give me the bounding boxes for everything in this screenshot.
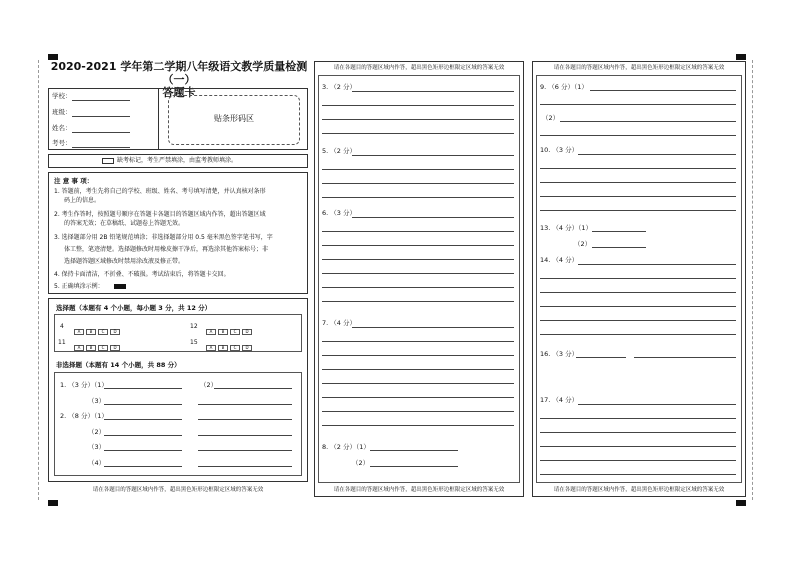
q5-label: 5. （2 分） bbox=[322, 147, 356, 155]
registration-mark-bottom-left bbox=[48, 500, 58, 506]
note-line-3: 2. 考生作答时，按照题号顺序在答题卡各题目的答题区域内作答，超出答题区域 bbox=[54, 211, 266, 218]
note-line-5: 3. 选择题部分用 2B 铅笔规范填涂；非选择题部分用 0.5 毫米黑色签字笔书写，字 bbox=[54, 234, 273, 241]
q17-line-1[interactable] bbox=[578, 404, 736, 405]
q14-line-3[interactable] bbox=[540, 292, 736, 293]
q14-label: 14. （4 分） bbox=[540, 256, 579, 264]
q17-line-2[interactable] bbox=[540, 418, 736, 419]
q6-line-1[interactable] bbox=[352, 217, 514, 218]
q16-label: 16. （3 分） bbox=[540, 350, 579, 358]
q5-line-2[interactable] bbox=[322, 169, 514, 170]
q9-1-answer-line-2[interactable] bbox=[540, 104, 736, 105]
q13-label: 13. （4 分）（1） bbox=[540, 224, 592, 232]
exam-no-field[interactable] bbox=[72, 147, 130, 148]
mcq-q12-option-b[interactable]: B bbox=[218, 329, 228, 335]
q13-2-label: （2） bbox=[574, 240, 592, 248]
q8-2-label: （2） bbox=[352, 459, 370, 467]
q17-line-4[interactable] bbox=[540, 446, 736, 447]
mcq-q15-option-d[interactable]: D bbox=[242, 345, 252, 351]
mcq-q12-option-d[interactable]: D bbox=[242, 329, 252, 335]
note-line-2: 码上的信息。 bbox=[64, 197, 101, 204]
title-line-2: 答题卡 bbox=[162, 86, 196, 99]
mcq-q11-option-b[interactable]: B bbox=[86, 345, 96, 351]
mcq-q11-option-c[interactable]: C bbox=[98, 345, 108, 351]
q3-line-2[interactable] bbox=[322, 105, 514, 106]
notes-heading: 注 意 事 项： bbox=[54, 177, 94, 185]
q1-2-label: （2） bbox=[200, 381, 218, 389]
q16-answer-line-a[interactable] bbox=[576, 357, 626, 358]
name-label: 姓名： bbox=[52, 124, 72, 132]
col2-bottom-notice: 请在各题目的答题区域内作答，超出黑色矩形边框限定区域的答案无效 bbox=[333, 487, 505, 493]
mcq-q15-number: 15 bbox=[190, 339, 198, 346]
q1-2-answer-line[interactable] bbox=[214, 388, 292, 389]
q6-line-5[interactable] bbox=[322, 273, 514, 274]
q14-line-2[interactable] bbox=[540, 278, 736, 279]
q1-1-answer-line[interactable] bbox=[104, 388, 182, 389]
q3-line-4[interactable] bbox=[322, 133, 514, 134]
q9-2-answer-line-2[interactable] bbox=[540, 135, 736, 136]
exam-no-label: 考号： bbox=[52, 139, 72, 147]
q14-line-1[interactable] bbox=[578, 264, 736, 265]
q2-1-answer-line-b[interactable] bbox=[198, 419, 292, 420]
q9-label: 9. （6 分）（1） bbox=[540, 83, 588, 91]
note-line-6: 体工整，笔迹清楚。选择题修改时用橡皮擦干净后，再选涂其他答案标号；非 bbox=[64, 246, 269, 253]
mcq-q4-option-b[interactable]: B bbox=[86, 329, 96, 335]
q6-label: 6. （3 分） bbox=[322, 209, 356, 217]
q3-line-1[interactable] bbox=[352, 91, 514, 92]
q14-line-4[interactable] bbox=[540, 306, 736, 307]
note-line-4: 的答案无效；在草稿纸、试题卷上答题无效。 bbox=[64, 220, 185, 227]
mcq-q4-option-c[interactable]: C bbox=[98, 329, 108, 335]
name-field[interactable] bbox=[72, 132, 130, 133]
q16-answer-line-b[interactable] bbox=[634, 357, 736, 358]
q13-2-answer-line[interactable] bbox=[592, 247, 646, 248]
q7-label: 7. （4 分） bbox=[322, 319, 356, 327]
mcq-q4-option-a[interactable]: A bbox=[74, 329, 84, 335]
info-divider bbox=[158, 88, 159, 150]
q17-line-5[interactable] bbox=[540, 460, 736, 461]
q14-line-6[interactable] bbox=[540, 334, 736, 335]
mcq-q4-number: 4 bbox=[60, 323, 64, 330]
q1-3-answer-line-a[interactable] bbox=[104, 404, 182, 405]
q5-line-1[interactable] bbox=[352, 155, 514, 156]
mcq-q15-option-b[interactable]: B bbox=[218, 345, 228, 351]
q2-1-answer-line-a[interactable] bbox=[104, 419, 182, 420]
title-line-1: 2020-2021 学年第二学期八年级语文教学质量检测（一） bbox=[50, 60, 308, 86]
note-line-1: 1. 答题前，考生先将自己的学校、班级、姓名、考号填写清楚，并认真核对条形 bbox=[54, 188, 266, 195]
mcq-q15-option-a[interactable]: A bbox=[206, 345, 216, 351]
q17-label: 17. （4 分） bbox=[540, 396, 579, 404]
class-label: 班级： bbox=[52, 108, 72, 116]
q7-line-6[interactable] bbox=[322, 397, 514, 398]
q8-1-answer-line[interactable] bbox=[370, 450, 458, 451]
q2-2-answer-line-a[interactable] bbox=[104, 435, 182, 436]
mcq-q11-option-a[interactable]: A bbox=[74, 345, 84, 351]
q2-4-answer-line-b[interactable] bbox=[198, 466, 292, 467]
q10-line-5[interactable] bbox=[540, 210, 736, 211]
mcq-q11-number: 11 bbox=[58, 339, 66, 346]
q3-label: 3. （2 分） bbox=[322, 83, 356, 91]
school-field[interactable] bbox=[72, 100, 130, 101]
col3-inner-box bbox=[536, 75, 742, 483]
q7-line-5[interactable] bbox=[322, 383, 514, 384]
q6-line-6[interactable] bbox=[322, 287, 514, 288]
q14-line-5[interactable] bbox=[540, 320, 736, 321]
note-line-7: 选择题答题区域修改时禁用涂改液及修正带。 bbox=[64, 258, 185, 265]
q2-2-answer-line-b[interactable] bbox=[198, 435, 292, 436]
mcq-q11-options[interactable] bbox=[74, 337, 122, 356]
q6-line-4[interactable] bbox=[322, 259, 514, 260]
fill-example-mark bbox=[114, 284, 126, 289]
class-field[interactable] bbox=[72, 116, 130, 117]
q10-line-4[interactable] bbox=[540, 196, 736, 197]
q3-line-3[interactable] bbox=[322, 119, 514, 120]
mcq-q15-option-c[interactable]: C bbox=[230, 345, 240, 351]
q6-line-7[interactable] bbox=[322, 301, 514, 302]
q7-line-3[interactable] bbox=[322, 355, 514, 356]
q2-3-answer-line-a[interactable] bbox=[104, 450, 182, 451]
q1-3-answer-line-b[interactable] bbox=[198, 404, 292, 405]
school-label: 学校： bbox=[52, 92, 72, 100]
col2-inner-box bbox=[318, 75, 520, 483]
q1-label: 1. （3 分）（1） bbox=[60, 381, 108, 389]
col3-bottom-notice: 请在各题目的答题区域内作答，超出黑色矩形边框限定区域的答案无效 bbox=[553, 487, 725, 493]
mcq-q12-option-a[interactable]: A bbox=[206, 329, 216, 335]
q5-line-4[interactable] bbox=[322, 197, 514, 198]
q13-1-answer-line[interactable] bbox=[592, 231, 646, 232]
q7-line-8[interactable] bbox=[322, 425, 514, 426]
q6-line-2[interactable] bbox=[322, 231, 514, 232]
q9-1-answer-line[interactable] bbox=[590, 90, 736, 91]
nonmcq-heading: 非选择题（本题有 14 个小题，共 88 分） bbox=[56, 361, 181, 369]
q7-line-7[interactable] bbox=[322, 411, 514, 412]
q2-2-label: （2） bbox=[88, 428, 106, 436]
q9-2-label: （2） bbox=[542, 114, 560, 122]
q9-2-answer-line[interactable] bbox=[560, 121, 736, 122]
q8-2-answer-line[interactable] bbox=[370, 466, 458, 467]
q7-line-2[interactable] bbox=[322, 341, 514, 342]
mcq-q11-option-d[interactable]: D bbox=[110, 345, 120, 351]
note-line-9: 5. 正确填涂示例： bbox=[54, 283, 104, 290]
mcq-q15-options[interactable] bbox=[206, 337, 254, 356]
mcq-q4-option-d[interactable]: D bbox=[110, 329, 120, 335]
q2-3-label: （3） bbox=[88, 443, 106, 451]
q8-label: 8. （2 分）（1） bbox=[322, 443, 370, 451]
absent-text: 缺考标记，考生严禁填涂，由监考教师填涂。 bbox=[117, 157, 238, 164]
col1-bottom-notice: 请在各题目的答题区域内作答，超出黑色矩形边框限定区域的答案无效 bbox=[92, 487, 264, 493]
col3-top-notice: 请在各题目的答题区域内作答，超出黑色矩形边框限定区域的答案无效 bbox=[553, 65, 725, 71]
registration-mark-bottom-right bbox=[736, 500, 746, 506]
mcq-q12-number: 12 bbox=[190, 323, 198, 330]
note-line-8: 4. 保持卡面清洁，不折叠、不破损。考试结束后，将答题卡交回。 bbox=[54, 271, 230, 278]
col2-top-notice: 请在各题目的答题区域内作答，超出黑色矩形边框限定区域的答案无效 bbox=[333, 65, 505, 71]
q7-line-1[interactable] bbox=[352, 327, 514, 328]
registration-mark-top-right bbox=[736, 54, 746, 60]
q10-line-3[interactable] bbox=[540, 182, 736, 183]
barcode-label: 贴条形码区 bbox=[214, 114, 254, 123]
q10-line-2[interactable] bbox=[540, 168, 736, 169]
mcq-heading: 选择题（本题有 4 个小题，每小题 3 分，共 12 分） bbox=[56, 304, 212, 312]
q6-line-3[interactable] bbox=[322, 245, 514, 246]
q2-3-answer-line-b[interactable] bbox=[198, 450, 292, 451]
q10-label: 10. （3 分） bbox=[540, 146, 579, 154]
q17-line-3[interactable] bbox=[540, 432, 736, 433]
q2-label: 2. （8 分）（1） bbox=[60, 412, 108, 420]
q10-line-1[interactable] bbox=[578, 154, 736, 155]
q17-line-6[interactable] bbox=[540, 474, 736, 475]
q7-line-4[interactable] bbox=[322, 369, 514, 370]
q2-4-label: （4） bbox=[88, 459, 106, 467]
absent-checkbox[interactable] bbox=[102, 158, 114, 164]
left-cut-marks bbox=[38, 60, 42, 500]
q5-line-3[interactable] bbox=[322, 183, 514, 184]
q2-4-answer-line-a[interactable] bbox=[104, 466, 182, 467]
mcq-q12-option-c[interactable]: C bbox=[230, 329, 240, 335]
q1-3-label: （3） bbox=[88, 397, 106, 405]
right-cut-marks bbox=[752, 60, 756, 500]
